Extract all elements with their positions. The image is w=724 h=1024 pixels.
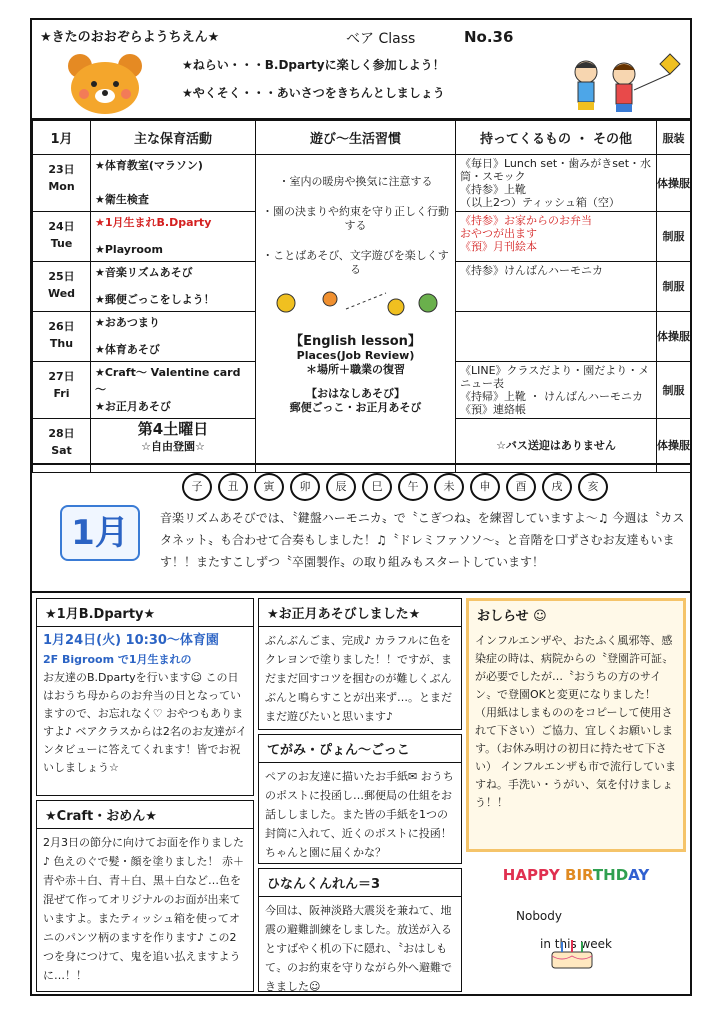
date: 24日 [48, 220, 75, 233]
play-header: 遊び～生活習慣 [256, 121, 456, 155]
dog-icon: 戌 [542, 473, 572, 501]
bring-cell [456, 212, 657, 262]
day-cell [33, 312, 91, 362]
date: 23日 [48, 163, 75, 176]
activity-bottom: ★郵便ごっこをしよう！ [95, 293, 215, 306]
dress-cell: 制服 [657, 362, 691, 419]
weekday: Mon [48, 180, 75, 193]
rabbit-icon: 卯 [290, 473, 320, 501]
hb-part: HAPPY [502, 866, 566, 884]
class-message: 音楽リズムあそびでは、〝鍵盤ハーモニカ〟で〝こぎつね〟を練習していますよ～♫ 今週は〝カスタネット〟も合わせて合奏もしました！♫〝ドレミファソソ～〟と音階を口ずさむお友達もいます！！またすこしずつ〝卒園製作〟の取り組みもスタートしています！ [160, 511, 685, 569]
weekday: Fri [53, 387, 70, 400]
activity-cell [91, 262, 256, 312]
weekday: Tue [50, 237, 73, 250]
month-header: 1月 [33, 121, 91, 155]
bd-party-content [37, 627, 253, 781]
new-year-play-box [258, 598, 462, 730]
sheep-icon: 未 [434, 473, 464, 501]
activity-bottom: ☆自由登園☆ [141, 440, 205, 453]
english-lesson-title: 【English lesson】 [290, 334, 421, 349]
english-lesson-topic: Places(Job Review) [296, 349, 415, 362]
new-year-title: ★お正月あそびしました★ [259, 599, 461, 627]
bd-party-place: 2F Bigroom で1月生まれの [43, 653, 192, 666]
date: 26日 [48, 320, 75, 333]
bring-cell [456, 312, 657, 362]
kindergarten-name: ★きたのおおぞらようちえん★ [40, 30, 220, 45]
birthday-line-2: in this week [540, 937, 612, 951]
activity-bottom: ★お正月あそび [95, 400, 171, 413]
craft-title: ★Craft・おめん★ [37, 801, 253, 829]
birthday-line-1: Nobody [516, 909, 562, 923]
english-lesson-note: ＊場所＋職業の復習 [306, 363, 405, 376]
new-year-body: ぶんぶんごま、完成♪ カラフルに色をクレヨンで塗りました！！ですが、まだまだ回すコツを掴むのが難しくぶんぶんと鳴らすことが出来ず…。とまだまだ遊びたいと思います♪ [265, 634, 452, 723]
class-name: ベア Class [346, 31, 416, 47]
weekday: Sat [51, 444, 72, 457]
birthday-box [466, 856, 686, 992]
craft-box [36, 800, 254, 992]
hb-part: BIR [565, 866, 593, 884]
tiger-icon: 寅 [254, 473, 284, 501]
activity-bottom: ★衛生検査 [95, 193, 149, 206]
issue-number: No.36 [464, 28, 514, 46]
weekly-schedule-table [32, 120, 691, 473]
day-cell [33, 155, 91, 212]
activity-bottom: ★体育あそび [95, 343, 160, 356]
activity-bottom: ★Playroom [95, 243, 163, 256]
activity-top: ★Craft～ Valentine card～ [95, 366, 241, 396]
bring-cell: 《毎日》Lunch set・歯みがきset・水筒・スモック 《持参》上靴 （以上2つ）ティッシュ箱（空） [456, 155, 657, 212]
story-play-content: 郵便ごっこ・お正月あそび [289, 401, 422, 414]
zodiac-animals [182, 473, 682, 503]
day-cell [33, 212, 91, 262]
bd-party-date: 1月24日(火) 10:30～体育園 [43, 633, 219, 648]
habit-3: ・ことばあそび、文字遊びを楽しくする [262, 249, 449, 276]
monkey-icon: 申 [470, 473, 500, 501]
activity-cell [91, 362, 256, 419]
bring-text: ☆バス送迎はありません [496, 439, 616, 452]
rat-icon: 子 [182, 473, 212, 501]
snake-icon: 巳 [362, 473, 392, 501]
hb-part: AY [628, 866, 650, 884]
aim-text: ★ねらい・・・B.Dpartyに楽しく参加しよう！ [182, 58, 445, 72]
header [32, 20, 690, 120]
promise-text: ★やくそく・・・あいさつをきちんとしましょう [182, 86, 445, 100]
bear-icon [62, 50, 148, 116]
playing-animals-icon [266, 285, 446, 325]
notice-title: おしらせ ☺ [477, 609, 547, 624]
bd-party-title: ★1月B.Dparty★ [37, 599, 253, 627]
date: 28日 [48, 427, 75, 440]
notice-body: インフルエンザや、おたふく風邪等、感染症の時は、病院からの〝登園許可証〟が必要でしたが…〝おうちの方のサイン〟で登園OKと変更になりました！（用紙はしまもののをコピーして使用されて下さい）ご協力、宜しくお願いします。（お休み明けの初日に持たせて下さい） インフルエンザも市で流行していますね。手洗い・うがい、気を付けましょう！！ [475, 634, 677, 809]
evacuation-title: ひなんくんれん＝3 [259, 869, 461, 897]
activity-top: 第4土曜日 [137, 420, 209, 438]
activity-top: ★音楽リズムあそび [95, 266, 193, 279]
dress-cell: 体操服 [657, 312, 691, 362]
boar-icon: 亥 [578, 473, 608, 501]
table-header-row [33, 121, 691, 155]
activities-header: 主な保育活動 [91, 121, 256, 155]
bring-cell: 《LINE》クラスだより・園だより・メニュー表 《持帰》上靴 ・ けんばんハーモニカ 《預》連絡帳 [456, 362, 657, 419]
bring-header: 持ってくるもの ・ その他 [456, 121, 657, 155]
habit-1: ・室内の暖房や換気に注意する [278, 175, 433, 188]
craft-body: 2月3日の節分に向けてお面を作りました♪ 色えのぐで髪・顔を塗りました！ 赤＋青や赤＋白、青＋白、黒＋白など…色を混ぜて作ってオリジナルのお面が出来ていますよ。またティッシュ箱を使ってオニのパンツ柄のますを作ります♪ この2つを身につけて、鬼を追い払えますように…！！ [43, 836, 245, 982]
dress-cell: 制服 [657, 262, 691, 312]
kite-children-icon [562, 50, 682, 116]
date: 27日 [48, 370, 75, 383]
letter-play-title: てがみ・ぴょん～ごっこ [259, 735, 461, 763]
evacuation-drill-box [258, 868, 462, 992]
month-message-strip [32, 463, 690, 593]
bring-cell [456, 262, 657, 312]
birthday-cake-icon [544, 936, 600, 972]
story-play-title: 【おはなしあそび】 [306, 387, 405, 400]
activity-cell [91, 155, 256, 212]
ox-icon: 丑 [218, 473, 248, 501]
rooster-icon: 酉 [506, 473, 536, 501]
weekday: Wed [47, 287, 76, 300]
activity-cell [91, 312, 256, 362]
dress-cell: 体操服 [657, 419, 691, 473]
dress-cell: 制服 [657, 212, 691, 262]
newsletter-page [30, 18, 692, 996]
table-row [33, 155, 691, 212]
day-cell [33, 362, 91, 419]
letter-play-body: ペアのお友達に描いたお手紙✉ おうちのポストに投函し…郵便局の仕組をお話ししました。また皆の手紙を1つの封筒に入れて、近くのポストに投函！ちゃんと園に届くかな？ [265, 770, 454, 859]
day-cell [33, 262, 91, 312]
activity-top: ★1月生まれB.Dparty [95, 216, 212, 229]
activity-top: ★おあつまり [95, 316, 160, 329]
weekday: Thu [49, 337, 74, 350]
letter-play-box [258, 734, 462, 864]
month-badge: 1月 [60, 505, 140, 561]
date: 25日 [48, 270, 75, 283]
habit-2: ・園の決まりや約束を守り正しく行動する [262, 205, 449, 232]
bd-party-body: お友達のB.Dpartyを行います☺ この日はおうち母からのお弁当の日となっていますので、お忘れなく♡ おやつもありますよ♪ ベアクラスからは2名のお友達がインタビューに答えてくれます！皆でお祝いしましょう☆ [43, 671, 247, 774]
hb-part: THD [592, 866, 629, 884]
activity-top: ★体育教室(マラソン) [95, 159, 203, 172]
dragon-icon: 辰 [326, 473, 356, 501]
play-cell [256, 155, 456, 473]
bd-party-box [36, 598, 254, 796]
notice-box [466, 598, 686, 852]
dress-cell: 体操服 [657, 155, 691, 212]
dress-header: 服装 [657, 121, 691, 155]
bring-text: 《持参》けんばんハーモニカ [460, 264, 603, 277]
activity-cell [91, 212, 256, 262]
evacuation-body: 今回は、阪神淡路大震災を兼ねて、地震の避難訓練をしました。放送が入るとすばやく机の下に隠れ、〝おはしもて〟のお約束を守りながら外へ避難できました☺ [265, 904, 452, 993]
bring-text: 《持参》お家からのお弁当 おやつが出ます 《預》月刊絵本 [460, 214, 592, 253]
horse-icon: 午 [398, 473, 428, 501]
happy-birthday-title [466, 866, 686, 884]
